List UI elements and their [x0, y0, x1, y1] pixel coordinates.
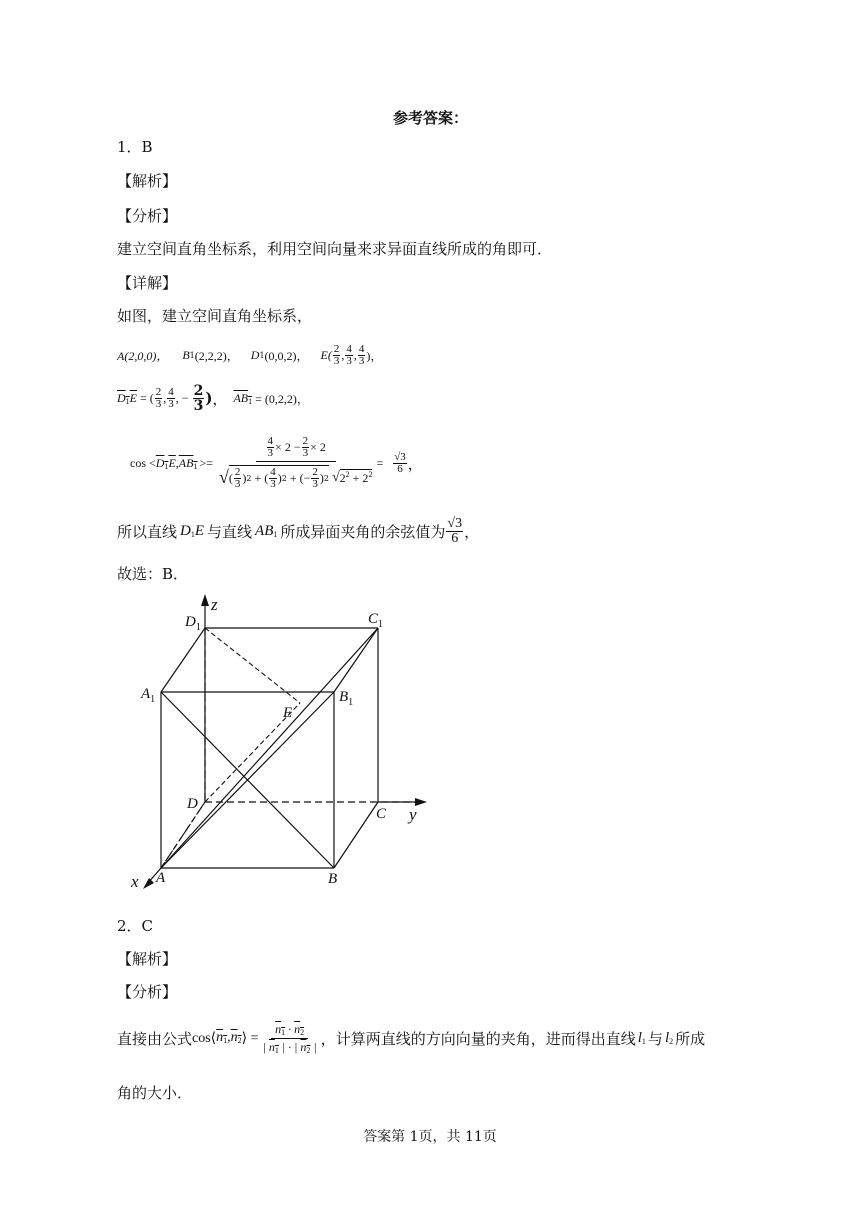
- label-a: A: [156, 870, 166, 886]
- q1-conclusion: 所以直线 $D_1E$ 与直线 $AB_1$ 所成异面夹角的余弦值为 $\frac{√3}{6}$ ，: [117, 515, 480, 546]
- q1-jiexi-heading: 【解析】: [117, 172, 178, 190]
- q1-xiangjie-heading: 【详解】: [117, 274, 178, 292]
- label-y: y: [409, 805, 417, 824]
- label-d: D: [187, 796, 198, 812]
- q1-coordinates: A(2,0,0)， B 1 (2,2,2)， D 1 (0,0,2)， E( $\frac{2}{3}$ , $\frac{4}{3}$ , $\frac{4}{3}$ )，: [117, 342, 383, 367]
- coord-a: A(2,0,0)，: [117, 348, 169, 363]
- q1-step1: 如图，建立空间直角坐标系，: [117, 307, 313, 325]
- z-axis-arrow: [201, 594, 209, 606]
- q1-cos-formula: cos < $D_1E$ , $AB_1$ >= $\frac{4}{3}$ × 2 − $\frac{2}{3}$ × 2 √ ( $\frac{2}{3}$ ) 2 + ( $\frac{4}{3}$ ) 2 + (− $\frac{2}{3}$ ) 2 √ $2^2 + 2^2$ = $\frac{√3}{6}$ ，: [130, 435, 423, 490]
- coord-e-z: $\frac{4}{3}$: [358, 342, 365, 367]
- coord-b1: (2,2,2)，: [194, 348, 239, 363]
- page-footer: 答案第 1页，共 11页: [363, 1129, 497, 1145]
- label-b1: $B_1$: [339, 689, 354, 708]
- label-e: E: [283, 705, 293, 721]
- vec-ab1: $AB_1$: [233, 390, 253, 406]
- cos-denominator: √ ( $\frac{2}{3}$ ) 2 + ( $\frac{4}{3}$ ) 2 + (− $\frac{2}{3}$ ) 2 √ $2^2 + 2^2$: [219, 466, 373, 490]
- conclusion-value: $\frac{√3}{6}$: [447, 515, 463, 546]
- cube-figure: [125, 590, 445, 895]
- cos-fraction: [219, 436, 372, 490]
- q2-answer: 2．C: [117, 917, 154, 935]
- vec-d1e-minus: −: [181, 390, 189, 405]
- coord-d1-letter: D: [250, 347, 260, 362]
- coord-e-open: E(: [320, 347, 332, 362]
- vec-d1e: $D_1E$: [117, 390, 138, 406]
- q1-vectors: $D_1E$ = ( $\frac{2}{3}$ , $\frac{4}{3}$ , − $\frac{2}{3}$ ) ， $AB_1$ = (0,2,2)，: [117, 382, 309, 414]
- q2-line1: 直接由公式 cos⟨ $n_1$ , $n_2$ ⟩ = $\frac{n_1 \cdot n_2}{| n_1 | \cdot | n_2 |}$ ，计算两直线的方向向量的夹角，进而得出直线 $l_1$ 与 $l_2$ 所成: [117, 1021, 706, 1055]
- label-c: C: [376, 806, 387, 822]
- cos-lhs: cos <: [130, 455, 156, 470]
- q2-line2: 角的大小．: [117, 1084, 193, 1102]
- q1-answer: 1．B: [117, 138, 153, 156]
- vec-d1e-z: $\frac{2}{3}$: [193, 382, 204, 414]
- label-z: z: [211, 595, 218, 614]
- label-d1: $D_1$: [185, 614, 201, 633]
- label-a1: $A_1$: [141, 686, 156, 705]
- q1-analysis: 建立空间直角坐标系，利用空间向量来求异面直线所成的角即可．: [117, 240, 553, 258]
- page-title: 参考答案：: [393, 109, 469, 127]
- cos-numerator: $\frac{4}{3}$ × 2 − $\frac{2}{3}$ × 2: [256, 436, 336, 462]
- cos-result: $\frac{√3}{6}$: [394, 450, 406, 475]
- q2-jiexi-heading: 【解析】: [117, 950, 178, 968]
- q1-choose: 故选：B．: [117, 565, 189, 583]
- coord-e-close: )，: [366, 348, 383, 363]
- label-b: B: [328, 871, 338, 887]
- coord-d1: (0,0,2)，: [264, 348, 309, 363]
- coord-e-x: $\frac{2}{3}$: [333, 342, 340, 367]
- coord-b1-letter: B: [182, 347, 190, 362]
- vec-d1e-x: $\frac{2}{3}$: [155, 385, 162, 410]
- coord-e-y: $\frac{4}{3}$: [346, 342, 352, 367]
- q1-fenxi-heading: 【分析】: [117, 207, 178, 225]
- label-c1: $C_1$: [368, 611, 384, 630]
- y-axis-arrow: [415, 798, 427, 806]
- label-x: x: [131, 872, 139, 891]
- q2-formula-fraction: $\frac{n_1 \cdot n_2}{| n_1 | \cdot | n_2 |}$: [262, 1021, 317, 1055]
- vec-d1e-y: $\frac{4}{3}$: [168, 385, 174, 410]
- vec-d1e-close: ): [205, 389, 213, 407]
- vec-d1e-eq: = (: [140, 390, 154, 405]
- x-axis-arrow: [143, 878, 154, 889]
- vec-ab1-value: = (0,2,2)，: [255, 391, 309, 406]
- q2-fenxi-heading: 【分析】: [117, 983, 178, 1001]
